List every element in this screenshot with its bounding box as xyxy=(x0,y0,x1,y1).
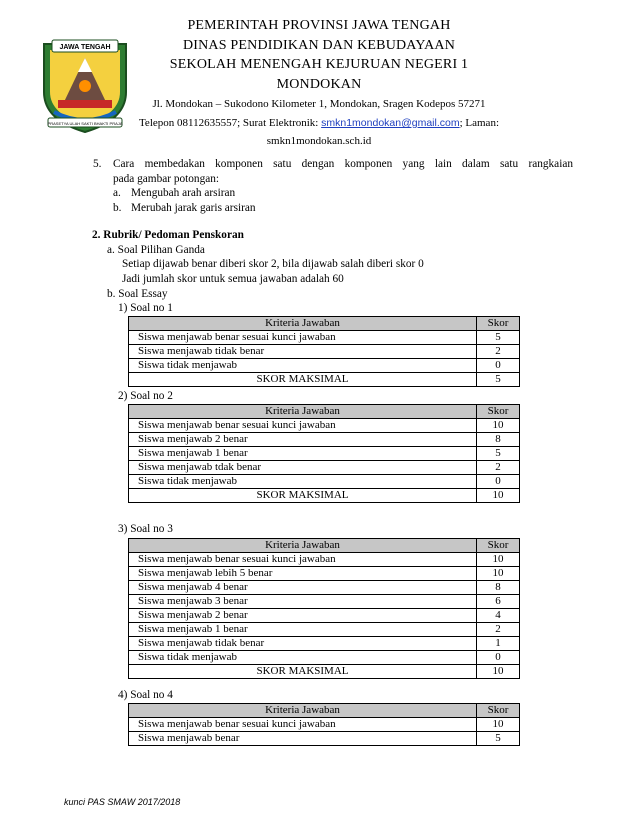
kriteria-cell: Siswa menjawab lebih 5 benar xyxy=(129,567,477,581)
header-line-2: DINAS PENDIDIKAN DAN KEBUDAYAAN xyxy=(182,38,456,53)
table-4-label: 4) Soal no 4 xyxy=(118,689,173,701)
table-row xyxy=(129,623,520,637)
col-kriteria-header: Kriteria Jawaban xyxy=(129,539,477,553)
header-contact xyxy=(0,117,638,129)
max-label-cell: SKOR MAKSIMAL xyxy=(129,373,477,387)
skor-cell: 10 xyxy=(477,553,520,567)
logo-text: JAWA TENGAH xyxy=(59,44,111,51)
table-row xyxy=(129,331,520,345)
score-table-4 xyxy=(128,703,520,746)
kriteria-cell: Siswa menjawab 2 benar xyxy=(129,433,477,447)
col-kriteria-header: Kriteria Jawaban xyxy=(129,704,477,718)
kriteria-cell: Siswa tidak menjawab xyxy=(129,475,477,489)
q5-number: 5. xyxy=(93,158,102,170)
skor-cell: 0 xyxy=(477,359,520,373)
page-footer: kunci PAS SMAW 2017/2018 xyxy=(64,797,181,807)
skor-cell: 4 xyxy=(477,609,520,623)
q5-text-line2: pada gambar potongan: xyxy=(113,173,220,185)
pg-label: a. Soal Pilihan Ganda xyxy=(107,244,205,256)
table-row xyxy=(129,567,520,581)
kriteria-cell: Siswa menjawab benar xyxy=(129,732,477,746)
kriteria-cell: Siswa tidak menjawab xyxy=(129,651,477,665)
header-address: Jl. Mondokan – Sukodono Kilometer 1, Mondokan, Sragen Kodepos 57271 xyxy=(152,98,486,110)
table-header-row xyxy=(129,317,520,331)
score-table-3 xyxy=(128,538,520,679)
col-kriteria-header: Kriteria Jawaban xyxy=(129,405,477,419)
skor-cell: 10 xyxy=(477,419,520,433)
table-row xyxy=(129,553,520,567)
table-row xyxy=(129,637,520,651)
pg-line-1: Setiap dijawab benar diberi skor 2, bila dijawab salah diberi skor 0 xyxy=(122,258,424,270)
kriteria-cell: Siswa menjawab 3 benar xyxy=(129,595,477,609)
table-header-row xyxy=(129,405,520,419)
pg-line-2: Jadi jumlah skor untuk semua jawaban adalah 60 xyxy=(122,273,344,285)
rubrik-title: 2. Rubrik/ Pedoman Penskoran xyxy=(92,229,244,241)
q5-text-line1: Cara membedakan komponen satu dengan komponen yang lain dalam satu rangkaian xyxy=(113,158,573,170)
table-1-label: 1) Soal no 1 xyxy=(118,302,173,314)
col-skor-header: Skor xyxy=(477,539,520,553)
table-row xyxy=(129,419,520,433)
table-row xyxy=(129,581,520,595)
skor-cell: 5 xyxy=(477,447,520,461)
col-skor-header: Skor xyxy=(477,704,520,718)
q5-option-a-text: Mengubah arah arsiran xyxy=(131,187,236,199)
table-max-row xyxy=(129,373,520,387)
max-value-cell: 5 xyxy=(477,373,520,387)
kriteria-cell: Siswa menjawab tdak benar xyxy=(129,461,477,475)
q5-option-b-text: Merubah jarak garis arsiran xyxy=(131,202,256,214)
kriteria-cell: Siswa menjawab 4 benar xyxy=(129,581,477,595)
skor-cell: 5 xyxy=(477,331,520,345)
table-row xyxy=(129,345,520,359)
kriteria-cell: Siswa menjawab benar sesuai kunci jawaban xyxy=(129,553,477,567)
kriteria-cell: Siswa menjawab benar sesuai kunci jawaban xyxy=(129,331,477,345)
max-value-cell: 10 xyxy=(477,665,520,679)
table-max-row xyxy=(129,665,520,679)
table-row xyxy=(129,461,520,475)
logo-motto: PRASETYA ULAH SAKTI BHAKTI PRAJA xyxy=(47,121,123,126)
table-row xyxy=(129,609,520,623)
kriteria-cell: Siswa menjawab 1 benar xyxy=(129,623,477,637)
skor-cell: 8 xyxy=(477,581,520,595)
kriteria-cell: Siswa menjawab benar sesuai kunci jawaban xyxy=(129,419,477,433)
kriteria-cell: Siswa menjawab tidak benar xyxy=(129,637,477,651)
q5-option-a-letter: a. xyxy=(113,187,121,199)
header-line-1: PEMERINTAH PROVINSI JAWA TENGAH xyxy=(187,18,451,33)
table-row xyxy=(129,651,520,665)
skor-cell: 0 xyxy=(477,651,520,665)
header-line-4: MONDOKAN xyxy=(276,77,362,92)
essay-label: b. Soal Essay xyxy=(107,288,168,300)
col-kriteria-header: Kriteria Jawaban xyxy=(129,317,477,331)
table-row xyxy=(129,595,520,609)
contact-prefix: Telepon 08112635557; Surat Elektronik: xyxy=(138,117,319,129)
table-row xyxy=(129,475,520,489)
contact-suffix: ; Laman: xyxy=(459,117,499,129)
table-header-row xyxy=(129,539,520,553)
email-link[interactable]: smkn1mondokan@gmail.com xyxy=(321,117,460,129)
skor-cell: 10 xyxy=(477,567,520,581)
table-3-label: 3) Soal no 3 xyxy=(118,523,173,535)
q5-option-b-letter: b. xyxy=(113,202,122,214)
col-skor-header: Skor xyxy=(477,317,520,331)
skor-cell: 1 xyxy=(477,637,520,651)
skor-cell: 8 xyxy=(477,433,520,447)
kriteria-cell: Siswa menjawab 2 benar xyxy=(129,609,477,623)
skor-cell: 5 xyxy=(477,732,520,746)
max-label-cell: SKOR MAKSIMAL xyxy=(129,665,477,679)
table-2-label: 2) Soal no 2 xyxy=(118,390,173,402)
skor-cell: 2 xyxy=(477,345,520,359)
max-label-cell: SKOR MAKSIMAL xyxy=(129,489,477,503)
skor-cell: 2 xyxy=(477,623,520,637)
kriteria-cell: Siswa tidak menjawab xyxy=(129,359,477,373)
max-value-cell: 10 xyxy=(477,489,520,503)
table-max-row xyxy=(129,489,520,503)
table-row xyxy=(129,732,520,746)
table-row xyxy=(129,433,520,447)
header-line-3: SEKOLAH MENENGAH KEJURUAN NEGERI 1 xyxy=(169,57,469,72)
header-website: smkn1mondokan.sch.id xyxy=(266,135,372,147)
table-row xyxy=(129,447,520,461)
skor-cell: 10 xyxy=(477,718,520,732)
skor-cell: 2 xyxy=(477,461,520,475)
kriteria-cell: Siswa menjawab tidak benar xyxy=(129,345,477,359)
skor-cell: 0 xyxy=(477,475,520,489)
table-row xyxy=(129,359,520,373)
score-table-1 xyxy=(128,316,520,387)
table-header-row xyxy=(129,704,520,718)
score-table-2 xyxy=(128,404,520,503)
skor-cell: 6 xyxy=(477,595,520,609)
col-skor-header: Skor xyxy=(477,405,520,419)
kriteria-cell: Siswa menjawab 1 benar xyxy=(129,447,477,461)
kriteria-cell: Siswa menjawab benar sesuai kunci jawaban xyxy=(129,718,477,732)
table-row xyxy=(129,718,520,732)
